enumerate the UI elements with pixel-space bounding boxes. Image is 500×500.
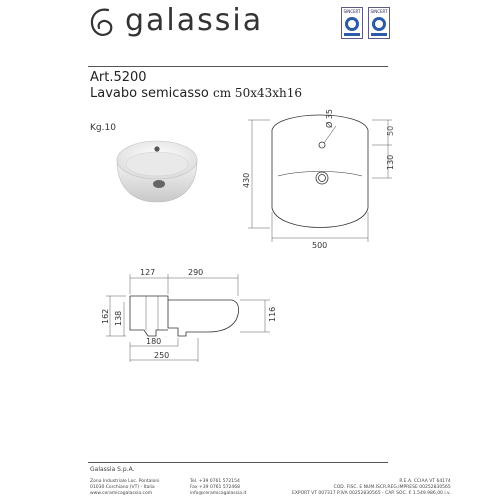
dim-430: 430 (242, 172, 251, 188)
footer-legal-line: EXPORT VT 007317 P.IVA 00252830565 - CAP. SOC. € 1.549.986,00 i.v. (292, 491, 451, 497)
footer-contacts (190, 479, 246, 498)
galassia-logo-icon (88, 6, 116, 40)
dim-162: 162 (101, 308, 110, 324)
dim-138: 138 (114, 310, 123, 326)
dim-130: 130 (386, 154, 395, 170)
dim-127: 127 (140, 268, 156, 277)
dim-50: 50 (386, 125, 395, 136)
footer-legal-line: R.E.A. CCIAA VT 64174 (399, 479, 451, 484)
footer-website: www.ceramicagalassia.com (90, 491, 153, 497)
dim-diameter: Ø 35 (325, 108, 334, 128)
certification-badge-icon (341, 7, 363, 39)
dim-116: 116 (268, 306, 277, 322)
certification-badge-icon (368, 7, 390, 39)
footer-email: info@ceramicagalassia.it (190, 491, 247, 497)
footer-phone: Tel. +39 0761 572154 (190, 479, 240, 484)
product-description (90, 86, 302, 101)
dim-290: 290 (188, 268, 204, 277)
basin-render (113, 138, 201, 204)
footer-address-line: 01030 Corchiano (VT) - Italia (90, 485, 155, 491)
top-view-drawing (240, 100, 400, 250)
dim-180: 180 (146, 337, 162, 346)
footer-fax: Fax +39 0761 572468 (190, 485, 241, 491)
side-view-drawing (100, 262, 290, 372)
product-name: Lavabo semicasso (90, 86, 209, 101)
header-divider (88, 66, 388, 67)
cert-label: SINCERT (370, 9, 388, 14)
footer-legal (292, 479, 451, 498)
product-weight: Kg.10 (90, 123, 116, 133)
footer-address-line: Zona Industriale Loc. Pontaloni (90, 479, 160, 484)
footer-divider (88, 462, 388, 463)
cert-label: SINCERT (343, 9, 361, 14)
article-code: Art.5200 (90, 70, 147, 85)
footer-legal-line: COD. FISC. E NUM.ISCR.REG.IMPRESE 00252830565 (333, 485, 451, 491)
product-dimensions: cm 50x43xh16 (213, 86, 303, 100)
brand-name: galassia (125, 3, 264, 38)
footer-address (90, 479, 159, 498)
dim-250: 250 (154, 351, 170, 360)
footer-company: Galassia S.p.A. (90, 466, 135, 473)
dim-500: 500 (312, 241, 328, 250)
